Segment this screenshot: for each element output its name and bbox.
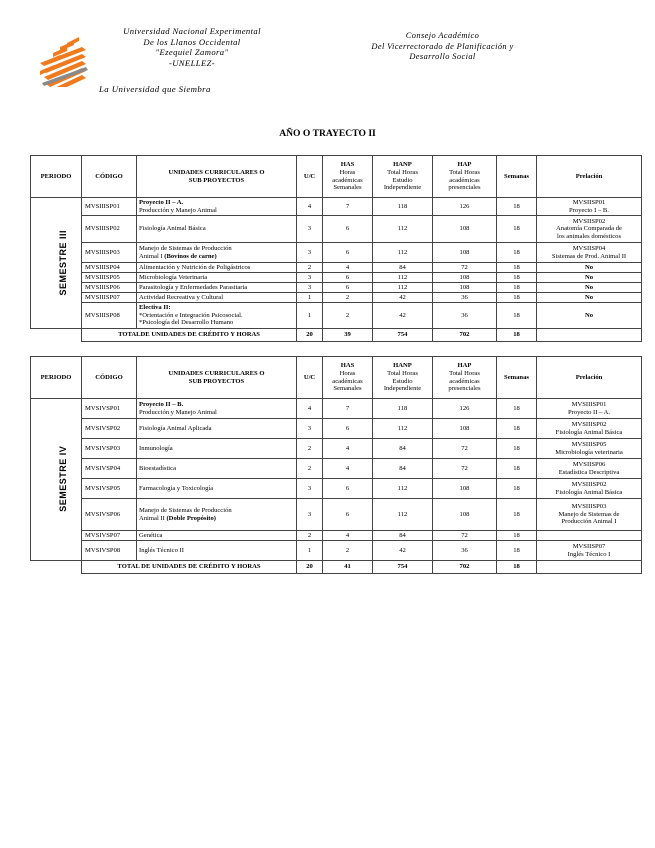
prerequisite-none: No (584, 293, 594, 301)
prerequisite-line: MVSIIISP02 (571, 420, 607, 428)
header-semanas: Semanas (497, 156, 537, 198)
header-prelacion: Prelación (537, 357, 642, 399)
course-has: 6 (323, 479, 373, 499)
course-hap: 72 (433, 531, 497, 541)
header-line: HANP (393, 362, 412, 370)
header-line: académicas (332, 377, 363, 385)
course-hanp: 118 (373, 399, 433, 419)
council-line: Consejo Académico (405, 31, 480, 40)
course-uc: 2 (297, 459, 323, 479)
prerequisite-line: Fisiología Animal Básica (555, 488, 623, 496)
council-name (330, 31, 555, 63)
prerequisite-none: No (584, 273, 594, 281)
header-line: Horas (339, 168, 356, 176)
table-row (31, 499, 642, 531)
course-prelacion (537, 459, 642, 479)
course-prelacion (537, 293, 642, 303)
header-line: Total Horas (449, 369, 480, 377)
course-code: MVSIIISP05 (82, 273, 137, 283)
subject-title: Electiva II: (139, 304, 171, 312)
course-code: MVSIIISP02 (82, 216, 137, 243)
prerequisite-line: Anatomía Comparada de (556, 225, 622, 233)
header-line: HAP (457, 362, 472, 370)
header-line: HANP (393, 161, 412, 169)
header-hap (433, 156, 497, 198)
header-line: SUB PROYECTOS (188, 176, 245, 184)
totals-spacer (31, 329, 82, 342)
header-unidades (137, 357, 297, 399)
course-has: 2 (323, 541, 373, 561)
course-hanp: 112 (373, 479, 433, 499)
header-hanp (373, 156, 433, 198)
table-header-row (31, 357, 642, 399)
council-line: Desarrollo Social (409, 52, 476, 61)
course-uc: 2 (297, 439, 323, 459)
header-line: Total Horas (449, 168, 480, 176)
course-hanp: 42 (373, 293, 433, 303)
header-hap (433, 357, 497, 399)
course-semanas: 18 (497, 303, 537, 329)
header-line: académicas (449, 377, 480, 385)
semester-table-4 (30, 356, 642, 574)
subject-title: Proyecto II – A. (139, 198, 184, 206)
semester-label-text: SEMESTRE III (57, 229, 68, 296)
prerequisite-line: MVSIIISP05 (571, 440, 607, 448)
prerequisite-line: Inglés Técnico I (567, 550, 611, 558)
header-line: Estudio (392, 377, 413, 385)
course-hap: 126 (433, 399, 497, 419)
prerequisite-line: MVSIISP06 (572, 460, 606, 468)
header-line: UNIDADES CURRICULARES O (168, 168, 265, 176)
course-hanp: 112 (373, 243, 433, 263)
document-header (0, 0, 655, 120)
course-hap: 108 (433, 216, 497, 243)
course-name (137, 263, 297, 273)
subject-line (139, 515, 294, 523)
institution-line: De los Llanos Occidental (143, 36, 241, 47)
course-hanp: 84 (373, 531, 433, 541)
unellez-logo-icon (36, 33, 90, 87)
course-uc: 4 (297, 198, 323, 216)
prerequisite-none: No (584, 283, 594, 291)
course-code: MVSIIISP08 (82, 303, 137, 329)
prerequisite-none: No (584, 311, 594, 319)
header-line: académicas (449, 176, 480, 184)
course-prelacion (537, 283, 642, 293)
table-row (31, 198, 642, 216)
course-has: 7 (323, 198, 373, 216)
header-periodo: PERIODO (31, 357, 82, 399)
subject-name: Fisiología Animal Aplicada (139, 424, 212, 432)
prerequisite-line: Sistemas de Prod. Animal II (551, 252, 627, 260)
subject-subtitle: Producción y Manejo Animal (139, 408, 217, 416)
subject-line: *Psicología del Desarrollo Humano (139, 319, 234, 327)
course-code: MVSIIISP01 (82, 198, 137, 216)
table-row (31, 399, 642, 419)
table-row (31, 243, 642, 263)
course-semanas: 18 (497, 459, 537, 479)
course-prelacion (537, 198, 642, 216)
course-uc: 3 (297, 216, 323, 243)
course-name (137, 419, 297, 439)
semester-table-3 (30, 155, 642, 342)
table-row (31, 459, 642, 479)
course-prelacion (537, 263, 642, 273)
institution-motto: La Universidad que Siembra (99, 84, 211, 94)
table-row (31, 419, 642, 439)
course-code: MVSIVSP07 (82, 531, 137, 541)
course-prelacion (537, 531, 642, 541)
course-uc: 1 (297, 293, 323, 303)
totals-has: 39 (323, 329, 373, 342)
subject-qualifier: (Bovinos de carne) (164, 252, 217, 260)
header-periodo: PERIODO (31, 156, 82, 198)
course-hanp: 42 (373, 303, 433, 329)
course-uc: 1 (297, 541, 323, 561)
course-uc: 3 (297, 419, 323, 439)
course-prelacion (537, 243, 642, 263)
totals-row (31, 329, 642, 342)
page-title: AÑO O TRAYECTO II (279, 128, 376, 139)
header-line: HAS (340, 362, 355, 370)
totals-hanp: 754 (373, 329, 433, 342)
council-line: Del Vicerrectorado de Planificación y (371, 41, 514, 51)
prerequisite-line: MVSIIISP02 (571, 480, 607, 488)
header-line: Independiente (383, 184, 422, 192)
subject-subtitle: Producción y Manejo Animal (139, 206, 217, 214)
prerequisite-line: Proyecto II – A. (567, 408, 611, 416)
course-has: 6 (323, 216, 373, 243)
prerequisite-line: MVSIIISP03 (571, 503, 607, 511)
course-prelacion (537, 216, 642, 243)
course-hanp: 112 (373, 499, 433, 531)
course-name (137, 531, 297, 541)
course-hap: 126 (433, 198, 497, 216)
table-row (31, 439, 642, 459)
prerequisite-none: No (584, 263, 594, 271)
course-name (137, 459, 297, 479)
totals-hap: 702 (433, 561, 497, 574)
course-code: MVSIVSP03 (82, 439, 137, 459)
logo-stripe (67, 37, 79, 47)
course-name (137, 216, 297, 243)
course-has: 6 (323, 243, 373, 263)
institution-line: Universidad Nacional Experimental (123, 26, 261, 36)
totals-semanas: 18 (497, 329, 537, 342)
subject-name: Manejo de Sistemas de Producción (139, 244, 232, 252)
course-prelacion (537, 399, 642, 419)
course-code: MVSIIISP07 (82, 293, 137, 303)
course-semanas: 18 (497, 531, 537, 541)
course-prelacion (537, 273, 642, 283)
prerequisite-line: Estadística Descriptiva (558, 468, 620, 476)
subject-name: Microbiología Veterinaria (139, 273, 208, 281)
course-semanas: 18 (497, 541, 537, 561)
course-semanas: 18 (497, 439, 537, 459)
totals-row (31, 561, 642, 574)
course-name (137, 243, 297, 263)
prerequisite-line: MVSIISP07 (572, 542, 606, 550)
subject-name: Fisiología Animal Básica (139, 225, 206, 233)
course-hap: 36 (433, 541, 497, 561)
prerequisite-line: Producción Animal I (561, 518, 617, 526)
subject-name: Actividad Recreativa y Cultural (139, 293, 224, 301)
course-uc: 3 (297, 479, 323, 499)
header-line: presenciales (448, 385, 481, 393)
course-name (137, 273, 297, 283)
header-semanas: Semanas (497, 357, 537, 399)
course-semanas: 18 (497, 399, 537, 419)
course-name (137, 499, 297, 531)
course-uc: 3 (297, 283, 323, 293)
course-has: 4 (323, 263, 373, 273)
course-name (137, 439, 297, 459)
totals-semanas: 18 (497, 561, 537, 574)
table-row (31, 263, 642, 273)
course-code: MVSIIISP04 (82, 263, 137, 273)
course-semanas: 18 (497, 198, 537, 216)
header-codigo: CÓDIGO (82, 156, 137, 198)
header-line: HAS (340, 161, 355, 169)
header-line: UNIDADES CURRICULARES O (168, 369, 265, 377)
totals-hanp: 754 (373, 561, 433, 574)
course-prelacion (537, 439, 642, 459)
course-hanp: 118 (373, 198, 433, 216)
course-prelacion (537, 541, 642, 561)
course-semanas: 18 (497, 283, 537, 293)
totals-label: TOTALDE UNIDADES DE CRÉDITO Y HORAS (82, 329, 297, 342)
course-semanas: 18 (497, 243, 537, 263)
header-codigo: CÓDIGO (82, 357, 137, 399)
course-hanp: 84 (373, 263, 433, 273)
totals-spacer (31, 561, 82, 574)
header-has (323, 357, 373, 399)
course-uc: 1 (297, 303, 323, 329)
subject-line: *Orientación e Integración Psicosocial. (139, 311, 243, 319)
prerequisite-line: Microbiología veterinaria (555, 448, 623, 456)
table-row (31, 531, 642, 541)
course-code: MVSIVSP06 (82, 499, 137, 531)
semester-label (31, 198, 82, 329)
course-semanas: 18 (497, 293, 537, 303)
table-row (31, 479, 642, 499)
header-line: SUB PROYECTOS (188, 377, 245, 385)
course-hanp: 84 (373, 439, 433, 459)
prerequisite-line: MVSIISP02 (572, 217, 606, 225)
course-name (137, 399, 297, 419)
course-hanp: 112 (373, 419, 433, 439)
subject-qualifier: (Doble Propósito) (166, 514, 216, 522)
totals-has: 41 (323, 561, 373, 574)
subject-name: Farmacología y Toxicología (139, 484, 214, 492)
course-semanas: 18 (497, 216, 537, 243)
course-semanas: 18 (497, 419, 537, 439)
header-unidades (137, 156, 297, 198)
institution-name (92, 26, 292, 68)
header-prelacion: Prelación (537, 156, 642, 198)
table-row (31, 541, 642, 561)
course-code: MVSIIISP06 (82, 283, 137, 293)
course-prelacion (537, 479, 642, 499)
subject-line (139, 253, 294, 261)
subject-name: Inglés Técnico II (139, 546, 184, 554)
totals-empty (537, 329, 642, 342)
course-uc: 3 (297, 499, 323, 531)
subject-name: Bioestadística (139, 464, 176, 472)
subject-name: Inmunología (139, 444, 173, 452)
prerequisite-line: Proyecto I – B. (569, 206, 609, 214)
header-line: Semanales (333, 385, 362, 393)
course-has: 4 (323, 439, 373, 459)
course-has: 6 (323, 283, 373, 293)
totals-label: TOTAL DE UNIDADES DE CRÉDITO Y HORAS (82, 561, 297, 574)
header-line: Total Horas (387, 369, 418, 377)
semester-label (31, 399, 82, 561)
course-hap: 108 (433, 243, 497, 263)
course-code: MVSIVSP08 (82, 541, 137, 561)
course-has: 7 (323, 399, 373, 419)
course-name (137, 293, 297, 303)
header-has (323, 156, 373, 198)
course-hanp: 112 (373, 283, 433, 293)
course-hanp: 42 (373, 541, 433, 561)
table-row (31, 283, 642, 293)
course-hap: 36 (433, 293, 497, 303)
course-has: 2 (323, 303, 373, 329)
course-prelacion (537, 499, 642, 531)
prerequisite-line: Fisiología Animal Básica (555, 428, 623, 436)
course-has: 4 (323, 531, 373, 541)
header-line: Total Horas (387, 168, 418, 176)
course-hap: 72 (433, 459, 497, 479)
course-name (137, 479, 297, 499)
course-uc: 2 (297, 263, 323, 273)
prerequisite-line: Manejo de Sistemas de (558, 510, 620, 518)
course-has: 6 (323, 499, 373, 531)
course-uc: 3 (297, 243, 323, 263)
subject-title: Proyecto II – B. (139, 400, 184, 408)
course-name (137, 198, 297, 216)
course-has: 2 (323, 293, 373, 303)
header-line: Semanales (333, 184, 362, 192)
course-has: 6 (323, 419, 373, 439)
course-code: MVSIVSP02 (82, 419, 137, 439)
table-row (31, 303, 642, 329)
course-uc: 3 (297, 273, 323, 283)
subject-name: Genética (139, 531, 163, 539)
header-line: Horas (339, 369, 356, 377)
course-uc: 2 (297, 531, 323, 541)
header-line: Independiente (383, 385, 422, 393)
institution-line: "Ezequiel Zamora" (155, 47, 229, 57)
prerequisite-line: MVSIISP01 (572, 198, 606, 206)
institution-line: -UNELLEZ- (168, 57, 216, 68)
course-hanp: 112 (373, 216, 433, 243)
course-hap: 72 (433, 439, 497, 459)
course-hap: 108 (433, 419, 497, 439)
header-hanp (373, 357, 433, 399)
course-has: 6 (323, 273, 373, 283)
table-row (31, 216, 642, 243)
header-line: presenciales (448, 184, 481, 192)
subject-name: Alimentación y Nutrición de Poligástricos (139, 263, 251, 271)
course-hap: 36 (433, 303, 497, 329)
course-hap: 72 (433, 263, 497, 273)
prerequisite-line: MVSIIISP01 (571, 400, 607, 408)
header-uc: U/C (297, 357, 323, 399)
subject-name-cont: Animal I (139, 252, 163, 260)
header-uc: U/C (297, 156, 323, 198)
course-hap: 108 (433, 273, 497, 283)
course-name (137, 283, 297, 293)
course-has: 4 (323, 459, 373, 479)
subject-name-cont: Animal II (139, 514, 165, 522)
course-semanas: 18 (497, 273, 537, 283)
totals-uc: 20 (297, 329, 323, 342)
subject-name: Manejo de Sistemas de Producción (139, 506, 232, 514)
course-code: MVSIVSP04 (82, 459, 137, 479)
course-name (137, 303, 297, 329)
totals-hap: 702 (433, 329, 497, 342)
course-semanas: 18 (497, 263, 537, 273)
prerequisite-line: los animales domésticos (556, 232, 622, 240)
totals-uc: 20 (297, 561, 323, 574)
course-hap: 108 (433, 479, 497, 499)
course-code: MVSIVSP01 (82, 399, 137, 419)
course-code: MVSIIISP03 (82, 243, 137, 263)
course-hanp: 112 (373, 273, 433, 283)
prerequisite-line: MVSIISP04 (572, 244, 606, 252)
course-name (137, 541, 297, 561)
course-semanas: 18 (497, 499, 537, 531)
header-line: académicas (332, 176, 363, 184)
course-prelacion (537, 303, 642, 329)
table-row (31, 273, 642, 283)
header-line: Estudio (392, 176, 413, 184)
table-row (31, 293, 642, 303)
course-uc: 4 (297, 399, 323, 419)
course-hap: 108 (433, 499, 497, 531)
header-line: HAP (457, 161, 472, 169)
totals-empty (537, 561, 642, 574)
subject-name: Parasitología y Enfermedades Parasitaria (139, 283, 248, 291)
course-semanas: 18 (497, 479, 537, 499)
course-code: MVSIVSP05 (82, 479, 137, 499)
course-prelacion (537, 419, 642, 439)
course-hap: 108 (433, 283, 497, 293)
table-header-row (31, 156, 642, 198)
semester-label-text: SEMESTRE IV (58, 445, 69, 513)
course-hanp: 84 (373, 459, 433, 479)
